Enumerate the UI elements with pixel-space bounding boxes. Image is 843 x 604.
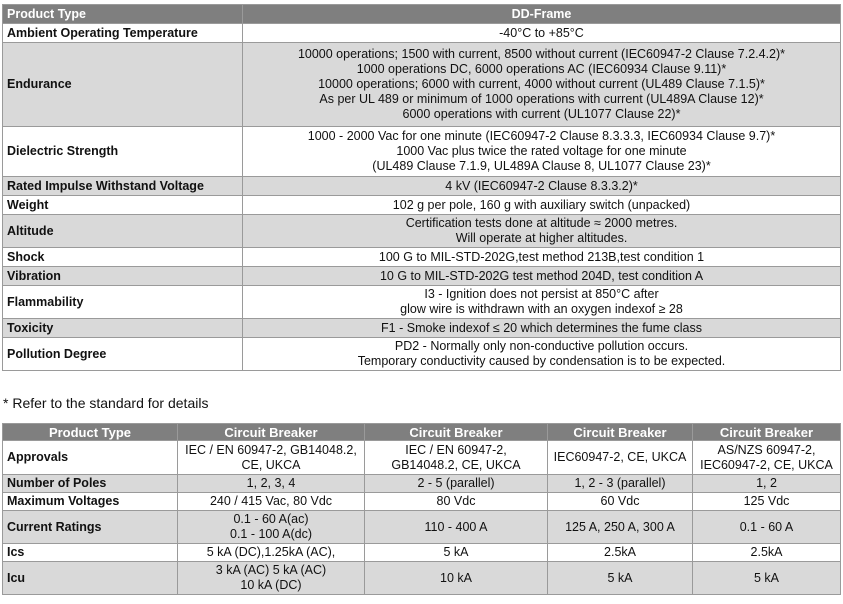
cell-line: IEC / EN 60947-2, GB14048.2, bbox=[185, 442, 357, 457]
row-value bbox=[243, 127, 841, 177]
row-value bbox=[243, 177, 841, 196]
table-cell bbox=[178, 493, 365, 511]
cell-line: -40°C to +85°C bbox=[499, 25, 584, 40]
row-label: Weight bbox=[3, 196, 243, 215]
table-cell bbox=[548, 562, 693, 595]
properties-table bbox=[2, 4, 841, 371]
table-row bbox=[3, 338, 841, 371]
row-label: Ics bbox=[3, 544, 178, 562]
table-row bbox=[3, 267, 841, 286]
footnote: * Refer to the standard for details bbox=[3, 395, 209, 411]
row-value bbox=[243, 196, 841, 215]
table-row bbox=[3, 544, 841, 562]
row-value bbox=[243, 338, 841, 371]
table-cell bbox=[548, 475, 693, 493]
cell-line: 125 A, 250 A, 300 A bbox=[565, 519, 675, 534]
row-label: Shock bbox=[3, 248, 243, 267]
cell-line: 10 G to MIL-STD-202G test method 204D, test condition A bbox=[379, 268, 704, 283]
table-cell bbox=[178, 562, 365, 595]
table-cell bbox=[365, 562, 548, 595]
table-cell bbox=[365, 493, 548, 511]
table-cell bbox=[693, 544, 841, 562]
table-cell bbox=[548, 441, 693, 475]
table-row bbox=[3, 196, 841, 215]
cell-line: 1, 2, 3, 4 bbox=[246, 476, 296, 490]
cell-line: 5 kA bbox=[443, 545, 469, 559]
cell-line: 110 - 400 A bbox=[424, 519, 488, 534]
cell-line: Will operate at higher altitudes. bbox=[455, 231, 628, 245]
row-value bbox=[243, 248, 841, 267]
table-row bbox=[3, 248, 841, 267]
cell-line: 10000 operations; 6000 with current, 4000 without current (UL489 Clause 7.1.5)* bbox=[318, 77, 765, 91]
table-row bbox=[3, 475, 841, 493]
header-circuit-breaker: Circuit Breaker bbox=[365, 424, 548, 441]
row-label: Vibration bbox=[3, 267, 243, 286]
row-label: Icu bbox=[3, 562, 178, 595]
cell-line: 10 kA (DC) bbox=[240, 578, 302, 592]
cell-line: 1, 2 bbox=[756, 476, 777, 490]
cell-line: 2.5kA bbox=[604, 545, 636, 559]
row-label: Flammability bbox=[3, 286, 243, 319]
row-label: Endurance bbox=[3, 43, 243, 127]
row-label: Maximum Voltages bbox=[3, 493, 178, 511]
cell-line: AS/NZS 60947-2, bbox=[717, 442, 816, 457]
table-cell bbox=[693, 493, 841, 511]
cell-line: 1000 operations DC, 6000 operations AC (IEC60934 Clause 9.11)* bbox=[356, 62, 727, 76]
cell-line: 6000 operations with current (UL1077 Clause 22)* bbox=[402, 107, 681, 121]
cell-line: 1000 Vac plus twice the rated voltage for one minute bbox=[396, 144, 687, 158]
header-dd-frame: DD-Frame bbox=[243, 5, 841, 24]
cell-line: 5 kA bbox=[753, 570, 779, 585]
cell-line: 0.1 - 60 A(ac) bbox=[233, 512, 309, 526]
table-row bbox=[3, 562, 841, 595]
table-cell bbox=[178, 511, 365, 544]
row-label: Dielectric Strength bbox=[3, 127, 243, 177]
cell-line: 2 - 5 (parallel) bbox=[417, 476, 495, 490]
cell-line: 100 G to MIL-STD-202G,test method 213B,test condition 1 bbox=[378, 249, 705, 264]
cell-line: 80 Vdc bbox=[436, 494, 476, 508]
row-value bbox=[243, 319, 841, 338]
table-cell bbox=[178, 441, 365, 475]
cell-line: 0.1 - 100 A(dc) bbox=[230, 527, 312, 541]
row-label: Rated Impulse Withstand Voltage bbox=[3, 177, 243, 196]
header-product-type: Product Type bbox=[3, 424, 178, 441]
row-label: Toxicity bbox=[3, 319, 243, 338]
cell-line: 60 Vdc bbox=[600, 494, 640, 508]
row-value bbox=[243, 286, 841, 319]
row-label: Ambient Operating Temperature bbox=[3, 24, 243, 43]
cell-line: 10 kA bbox=[440, 570, 472, 585]
table-cell bbox=[178, 475, 365, 493]
cell-line: 240 / 415 Vac, 80 Vdc bbox=[209, 494, 333, 508]
table-row bbox=[3, 493, 841, 511]
table-row bbox=[3, 127, 841, 177]
table-cell bbox=[693, 562, 841, 595]
cell-line: 2.5kA bbox=[750, 545, 783, 559]
table-cell bbox=[693, 475, 841, 493]
cell-line: GB14048.2, CE, UKCA bbox=[391, 457, 521, 472]
circuit-breaker-table bbox=[2, 423, 841, 595]
cell-line: PD2 - Normally only non-conductive pollution occurs. bbox=[394, 339, 689, 353]
cell-line: 125 Vdc bbox=[743, 494, 790, 508]
row-value bbox=[243, 24, 841, 43]
row-value bbox=[243, 267, 841, 286]
cell-line: 1, 2 - 3 (parallel) bbox=[574, 476, 666, 490]
cell-line: 10000 operations; 1500 with current, 8500 without current (IEC60947-2 Clause 7.2.4.2)* bbox=[297, 47, 786, 61]
header-product-type: Product Type bbox=[3, 5, 243, 24]
row-label: Current Ratings bbox=[3, 511, 178, 544]
cell-line: 1000 - 2000 Vac for one minute (IEC60947-2 Clause 8.3.3.3, IEC60934 Clause 9.7)* bbox=[307, 129, 776, 143]
table-row bbox=[3, 319, 841, 338]
table-cell bbox=[178, 544, 365, 562]
row-label: Number of Poles bbox=[3, 475, 178, 493]
table-row bbox=[3, 177, 841, 196]
table-cell bbox=[365, 441, 548, 475]
cell-line: 3 kA (AC) 5 kA (AC) bbox=[215, 563, 327, 577]
cell-line: As per UL 489 or minimum of 1000 operations with current (UL489A Clause 12)* bbox=[319, 92, 764, 106]
cell-line: (UL489 Clause 7.1.9, UL489A Clause 8, UL1077 Clause 23)* bbox=[372, 159, 711, 173]
table-row bbox=[3, 441, 841, 475]
header-circuit-breaker: Circuit Breaker bbox=[693, 424, 841, 441]
cell-line: 5 kA (DC),1.25kA (AC), bbox=[206, 545, 336, 559]
cell-line: F1 - Smoke indexof ≤ 20 which determines the fume class bbox=[381, 320, 702, 335]
cell-line: IEC60947-2, CE, UKCA bbox=[700, 457, 833, 472]
cell-line: 5 kA bbox=[607, 570, 633, 585]
table-cell bbox=[365, 511, 548, 544]
cell-line: Certification tests done at altitude ≈ 2000 metres. bbox=[405, 216, 678, 230]
cell-line: 0.1 - 60 A bbox=[739, 519, 794, 534]
cell-line: 4 kV (IEC60947-2 Clause 8.3.3.2)* bbox=[445, 178, 638, 193]
cell-line: I3 - Ignition does not persist at 850°C after bbox=[424, 287, 659, 301]
table-row bbox=[3, 43, 841, 127]
row-label: Altitude bbox=[3, 215, 243, 248]
cell-line: CE, UKCA bbox=[241, 457, 301, 472]
cell-line: IEC60947-2, CE, UKCA bbox=[553, 450, 687, 464]
table-row bbox=[3, 511, 841, 544]
table-cell bbox=[693, 511, 841, 544]
cell-line: glow wire is withdrawn with an oxygen indexof ≥ 28 bbox=[400, 302, 683, 316]
table-cell bbox=[548, 511, 693, 544]
row-label: Pollution Degree bbox=[3, 338, 243, 371]
header-circuit-breaker: Circuit Breaker bbox=[178, 424, 365, 441]
cell-line: 102 g per pole, 160 g with auxiliary switch (unpacked) bbox=[392, 197, 691, 212]
cell-line: IEC / EN 60947-2, bbox=[405, 442, 507, 457]
table-cell bbox=[548, 493, 693, 511]
table-cell bbox=[548, 544, 693, 562]
table-cell bbox=[365, 475, 548, 493]
table-row bbox=[3, 215, 841, 248]
row-label: Approvals bbox=[3, 441, 178, 475]
table-row bbox=[3, 24, 841, 43]
header-circuit-breaker: Circuit Breaker bbox=[548, 424, 693, 441]
row-value bbox=[243, 43, 841, 127]
table-cell bbox=[365, 544, 548, 562]
table-row bbox=[3, 286, 841, 319]
row-value bbox=[243, 215, 841, 248]
table-cell bbox=[693, 441, 841, 475]
cell-line: Temporary conductivity caused by condensation is to be expected. bbox=[357, 354, 726, 368]
